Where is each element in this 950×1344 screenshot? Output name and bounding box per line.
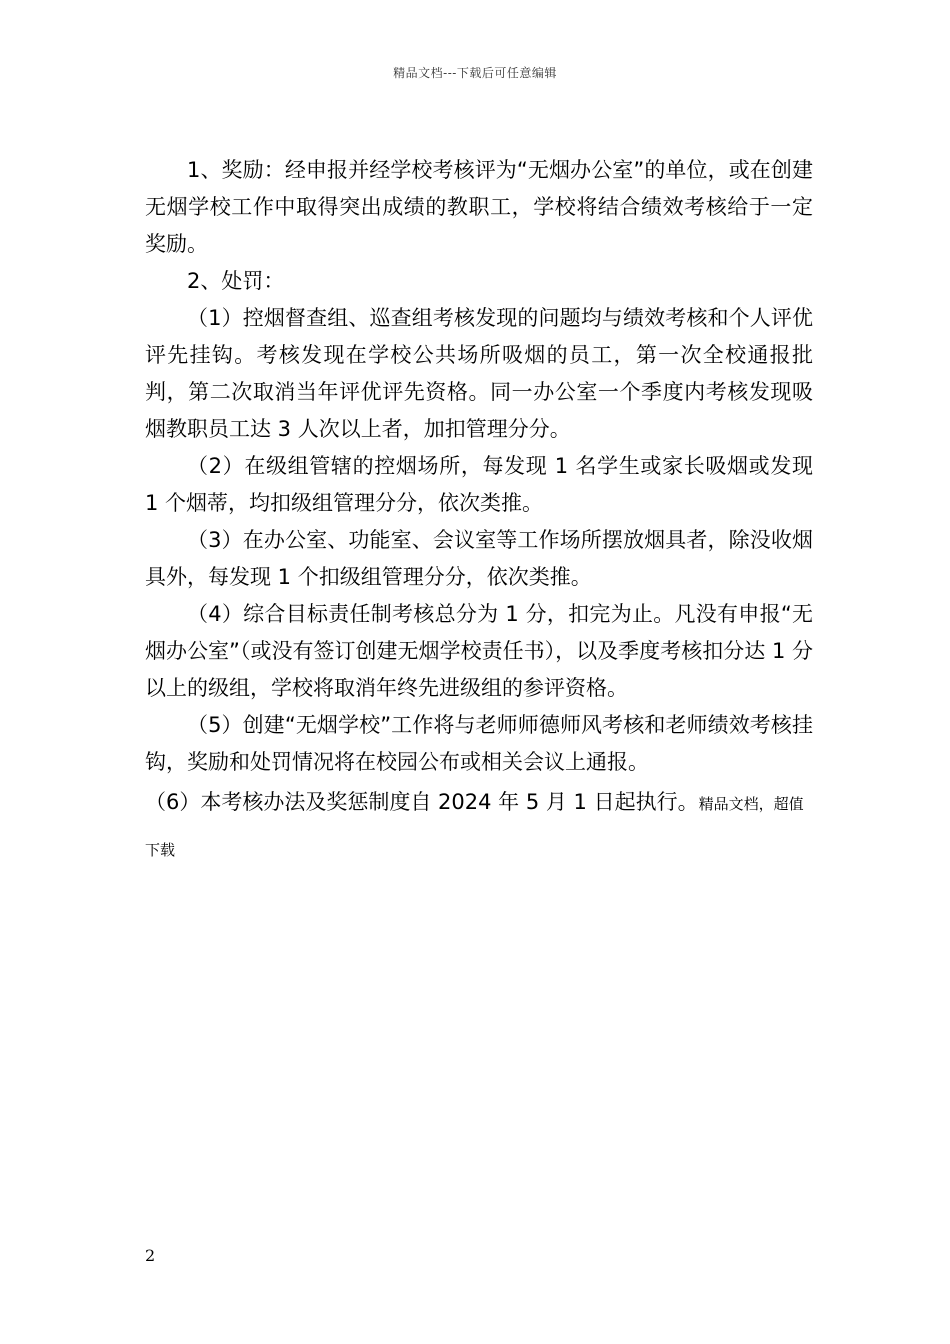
paragraph-penalty-6: （6）本考核办法及奖惩制度自 2024 年 5 月 1 日起执行。 [145,790,699,814]
paragraph-penalty-heading: 2、处罚： [187,269,285,293]
page-header: 精品文档---下载后可任意编辑 [393,66,557,80]
paragraph-penalty-4: （4）综合目标责任制考核总分为 1 分，扣完为止。凡没有申报“无烟办公室”（或没有签订创建无烟学校责任书），以及季度考核扣分达 1 分以上的级组，学校将取消年终先进级组的参评资格。 [145,602,813,700]
paragraph-penalty-5: （5）创建“无烟学校”工作将与老师师德师风考核和老师绩效考核挂钩，奖励和处罚情况将在校园公布或相关会议上通报。 [145,713,813,774]
page-number: 2 [145,1246,156,1265]
paragraph-penalty-1: （1）控烟督查组、巡查组考核发现的问题均与绩效考核和个人评优评先挂钩。考核发现在学校公共场所吸烟的员工，第一次全校通报批判，第二次取消当年评优评先资格。同一办公室一个季度内考核发现吸烟教职员工达 3 人次以上者，加扣管理分分。 [145,306,813,441]
document-body [145,152,813,781]
paragraph-penalty-2: （2）在级组管辖的控烟场所，每发现 1 名学生或家长吸烟或发现 1 个烟蒂，均扣级组管理分分，依次类推。 [145,454,813,515]
paragraph-penalty-3: （3）在办公室、功能室、会议室等工作场所摆放烟具者，除没收烟具外，每发现 1 个扣级组管理分分，依次类推。 [145,528,813,589]
paragraph-reward: 1、奖励：经申报并经学校考核评为“无烟办公室”的单位，或在创建无烟学校工作中取得突出成绩的教职工，学校将结合绩效考核给于一定奖励。 [145,158,813,256]
final-paragraph [145,780,813,872]
promo-note: 精品文档，超值下载 [145,795,804,859]
